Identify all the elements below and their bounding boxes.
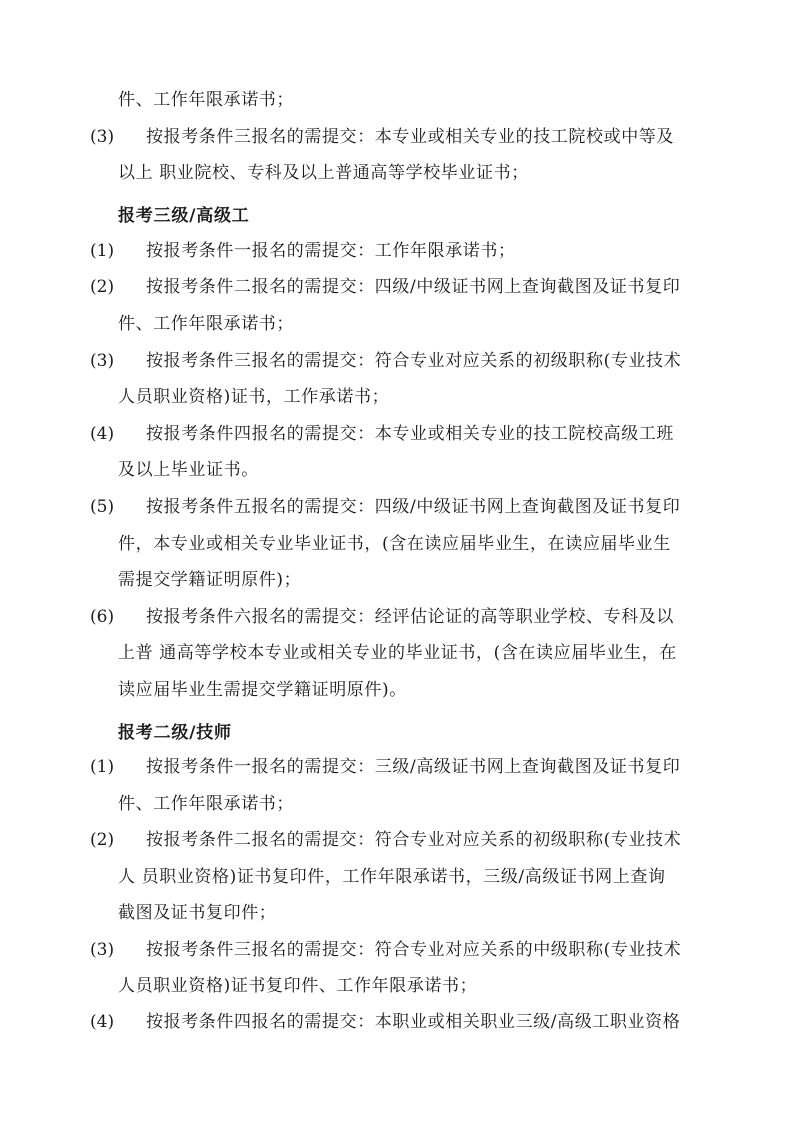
paragraph-line: 需提交学籍证明原件)； [118,570,302,590]
item-number: (4) [90,424,115,444]
paragraph-line: 件、工作年限承诺书； [118,90,294,110]
paragraph-line: 人 员职业资格)证书复印件，工作年限承诺书，三级/高级证书网上查询 [118,867,666,887]
item-number: (3) [90,127,115,147]
item-number: (2) [90,830,115,850]
paragraph-line: 按报考条件六报名的需提交：经评估论证的高等职业学校、专科及以 [146,607,674,627]
paragraph-line: 按报考条件三报名的需提交：符合专业对应关系的中级职称(专业技术 [146,940,682,960]
paragraph-line: 人员职业资格)证书，工作承诺书； [118,387,390,407]
paragraph-line: 按报考条件二报名的需提交：四级/中级证书网上查询截图及证书复印 [146,277,681,297]
section-heading: 报考三级/高级工 [118,206,250,226]
paragraph-line: 按报考条件一报名的需提交：三级/高级证书网上查询截图及证书复印 [146,757,681,777]
paragraph-line: 件、工作年限承诺书； [118,314,294,334]
paragraph-line: 及以上毕业证书。 [118,460,259,480]
item-number: (3) [90,940,115,960]
paragraph-line: 按报考条件二报名的需提交：符合专业对应关系的初级职称(专业技术 [146,830,682,850]
paragraph-line: 以上 职业院校、专科及以上普通高等学校毕业证书； [118,163,529,183]
item-number: (1) [90,241,115,261]
paragraph-line: 件、工作年限承诺书； [118,794,294,814]
item-number: (2) [90,277,115,297]
paragraph-line: 按报考条件四报名的需提交：本职业或相关职业三级/高级工职业资格 [146,1012,681,1032]
paragraph-line: 按报考条件三报名的需提交：本专业或相关专业的技工院校或中等及 [146,127,674,147]
paragraph-line: 按报考条件四报名的需提交：本专业或相关专业的技工院校高级工班 [146,424,674,444]
paragraph-line: 读应届毕业生需提交学籍证明原件)。 [118,680,407,700]
item-number: (4) [90,1012,115,1032]
item-number: (5) [90,497,115,517]
paragraph-line: 按报考条件五报名的需提交：四级/中级证书网上查询截图及证书复印 [146,497,681,517]
section-heading: 报考二级/技师 [118,723,232,743]
paragraph-line: 按报考条件一报名的需提交：工作年限承诺书； [146,241,516,261]
item-number: (1) [90,757,115,777]
item-number: (3) [90,351,115,371]
paragraph-line: 截图及证书复印件； [118,903,277,923]
paragraph-line: 按报考条件三报名的需提交：符合专业对应关系的初级职称(专业技术 [146,351,682,371]
paragraph-line: 件，本专业或相关专业毕业证书，(含在读应届毕业生，在读应届毕业生 [118,534,671,554]
item-number: (6) [90,607,115,627]
paragraph-line: 上普 通高等学校本专业或相关专业的毕业证书，(含在读应届毕业生，在 [118,643,677,663]
paragraph-line: 人员职业资格)证书复印件、工作年限承诺书； [118,976,478,996]
